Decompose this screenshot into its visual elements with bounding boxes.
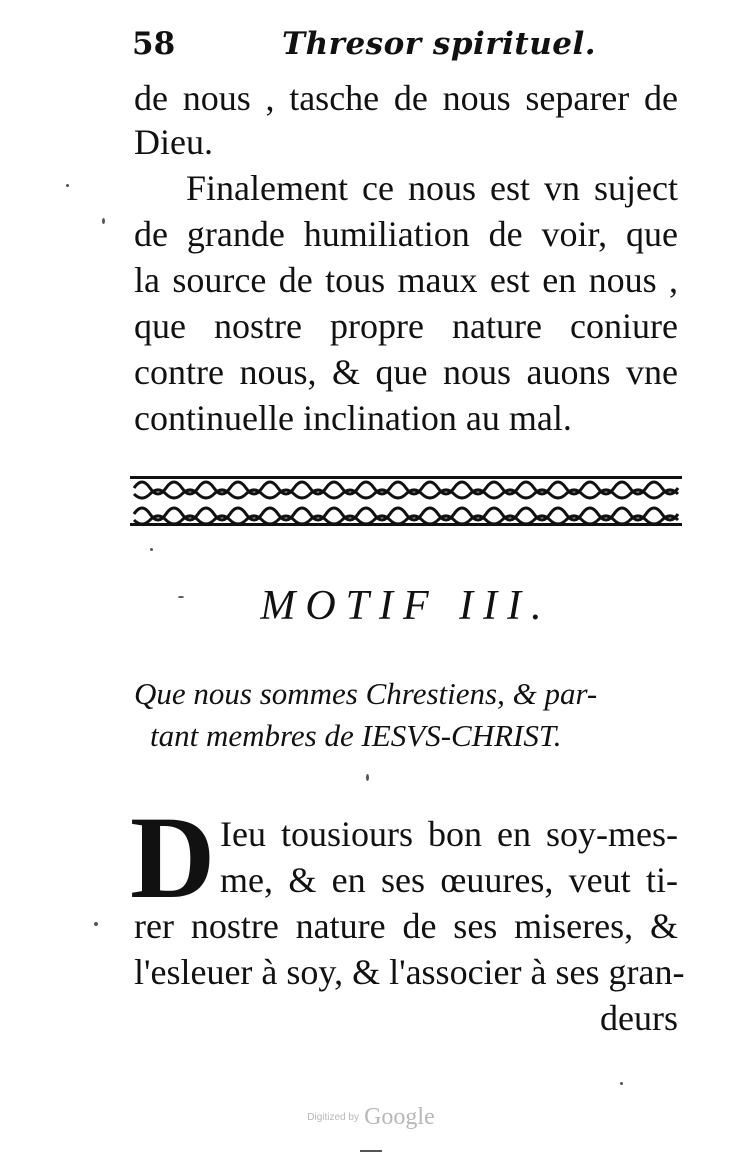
scan-speck	[366, 774, 369, 781]
page-header	[132, 26, 692, 66]
scan-speck	[94, 922, 98, 926]
text-line: Dieu.	[134, 122, 213, 162]
scan-speck	[620, 1082, 623, 1085]
text-line: Ieu tousiours bon en soy-mes-	[220, 814, 678, 854]
google-logo: Google	[364, 1104, 435, 1130]
scan-speck	[178, 596, 184, 598]
ornament-band	[130, 470, 682, 532]
section-heading: MOTIF III.	[260, 583, 552, 629]
text-line: continuelle inclination au mal.	[134, 398, 572, 438]
text-line: que nostre propre nature coniure	[134, 306, 678, 346]
text-line: la source de tous maux est en nous ,	[134, 260, 678, 300]
scan-speck	[102, 218, 105, 224]
section-subtitle-line: Que nous sommes Chrestiens, & par-	[134, 676, 598, 711]
digitized-watermark	[0, 1104, 742, 1131]
text-line: l'esleuer à soy, & l'associer à ses gran-	[134, 952, 685, 992]
text-line: de nous , tasche de nous separer de	[134, 78, 678, 118]
drop-cap: D	[130, 792, 216, 923]
text-line: de grande humiliation de voir, que	[134, 214, 678, 254]
text-line: rer nostre nature de ses miseres, &	[134, 906, 678, 946]
text-line: Finalement ce nous est vn suject	[186, 168, 678, 208]
text-line: me, & en ses œuures, veut ti-	[220, 860, 678, 900]
text-line: contre nous, & que nous auons vne	[134, 352, 678, 392]
digitized-label: Digitized by	[307, 1112, 359, 1123]
scan-speck	[150, 548, 153, 551]
page-number: 58	[132, 26, 176, 62]
catchword: deurs	[600, 998, 678, 1038]
section-subtitle-line: tant membres de IESVS-CHRIST.	[150, 718, 562, 753]
running-title: Thresor spirituel.	[282, 26, 597, 62]
scan-speck	[66, 184, 69, 187]
scan-speck	[360, 1150, 382, 1152]
